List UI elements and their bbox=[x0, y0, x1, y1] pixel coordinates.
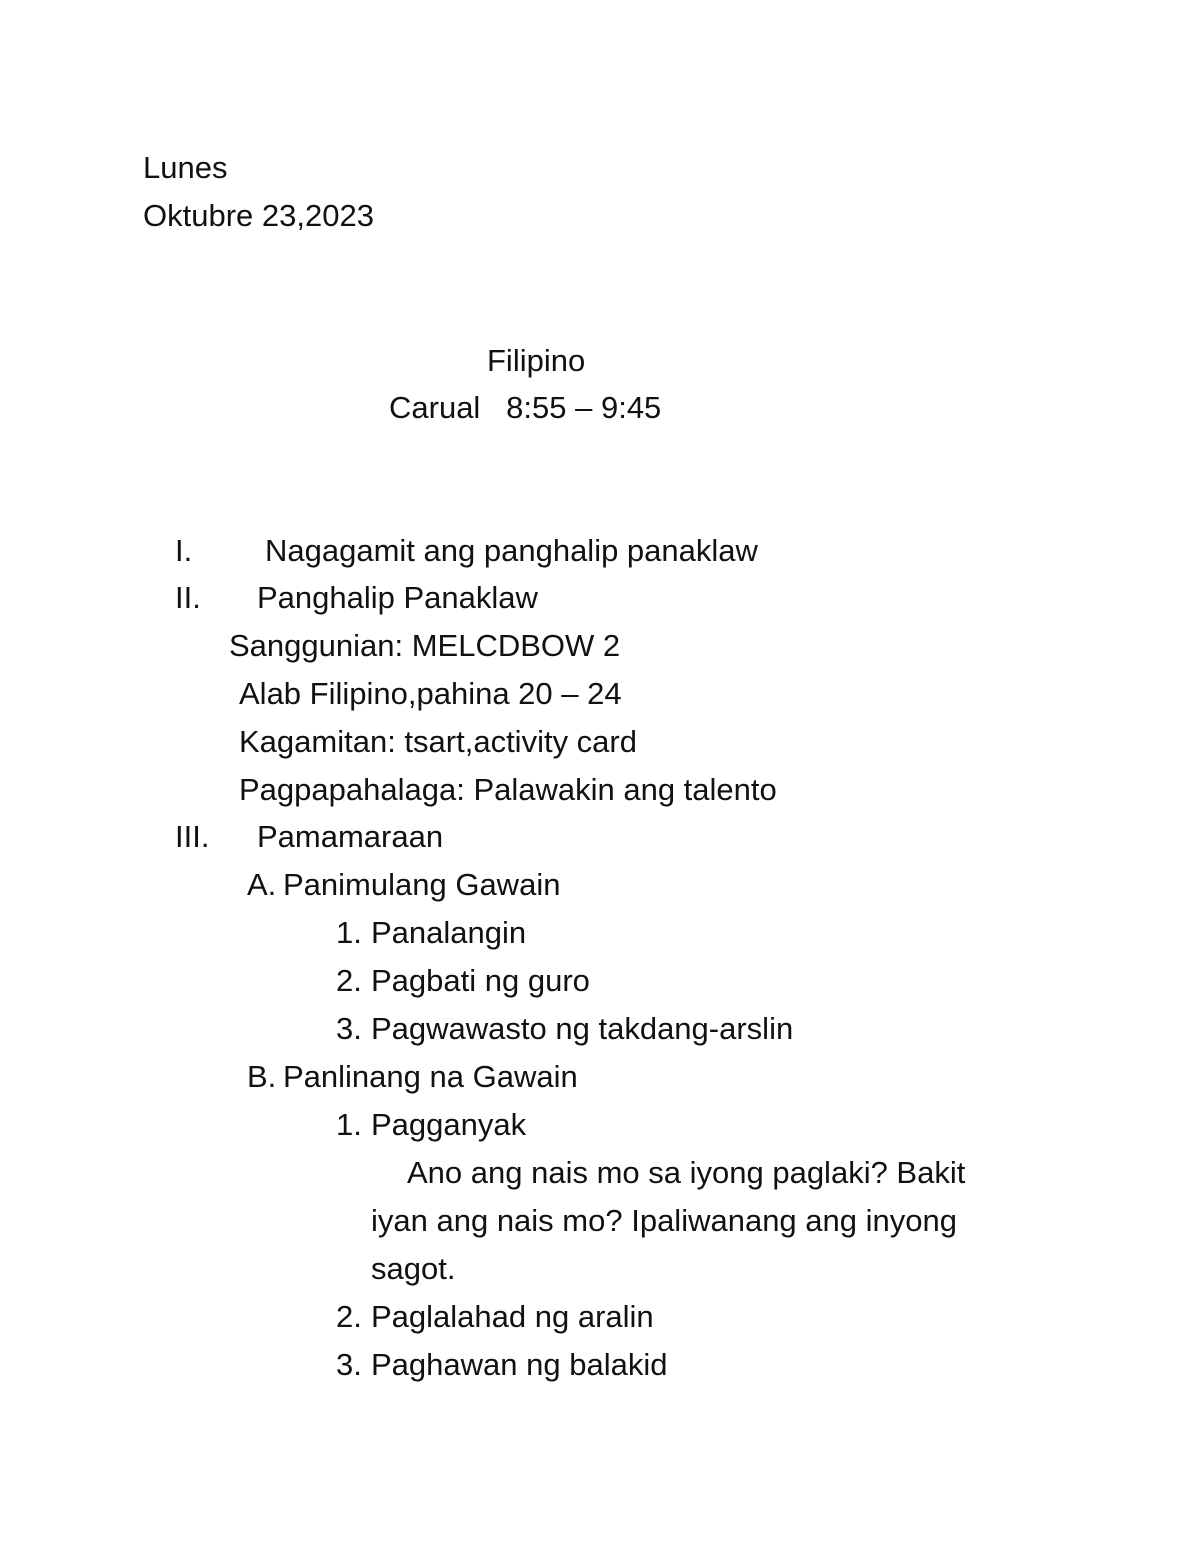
section-2-numeral: II. bbox=[175, 580, 201, 615]
part-a-item-3-text: Pagwawasto ng takdang-arslin bbox=[371, 1011, 794, 1046]
teacher-time: Carual 8:55 – 9:45 bbox=[389, 390, 662, 425]
part-a-item-1-num: 1. bbox=[336, 915, 362, 950]
alab-line: Alab Filipino,pahina 20 – 24 bbox=[239, 676, 622, 711]
part-b-item-1-num: 1. bbox=[336, 1107, 362, 1142]
part-a-item-3-num: 3. bbox=[336, 1011, 362, 1046]
section-1-text: Nagagamit ang panghalip panaklaw bbox=[265, 533, 758, 568]
kagamitan-line: Kagamitan: tsart,activity card bbox=[239, 724, 637, 759]
part-b-item-1-text: Pagganyak bbox=[371, 1107, 527, 1142]
date-label: Oktubre 23,2023 bbox=[143, 198, 374, 233]
part-b-item-3-text: Paghawan ng balakid bbox=[371, 1347, 668, 1382]
part-a-item-2-num: 2. bbox=[336, 963, 362, 998]
part-b-item-3-num: 3. bbox=[336, 1347, 362, 1382]
section-2-text: Panghalip Panaklaw bbox=[257, 580, 538, 615]
part-a-title: Panimulang Gawain bbox=[283, 867, 561, 902]
section-3-text: Pamamaraan bbox=[257, 819, 444, 854]
part-b-title: Panlinang na Gawain bbox=[283, 1059, 578, 1094]
subject-title: Filipino bbox=[487, 343, 586, 378]
section-3-numeral: III. bbox=[175, 819, 210, 854]
part-b-letter: B. bbox=[247, 1059, 277, 1094]
day-label: Lunes bbox=[143, 150, 228, 185]
part-a-item-1-text: Panalangin bbox=[371, 915, 527, 950]
part-a-item-2-text: Pagbati ng guro bbox=[371, 963, 590, 998]
pagganyak-line-2: iyan ang nais mo? Ipaliwanang ang inyong bbox=[371, 1203, 957, 1238]
part-a-letter: A. bbox=[247, 867, 277, 902]
pagganyak-line-1: Ano ang nais mo sa iyong paglaki? Bakit bbox=[407, 1155, 966, 1190]
part-b-item-2-num: 2. bbox=[336, 1299, 362, 1334]
pagpapahalaga-line: Pagpapahalaga: Palawakin ang talento bbox=[239, 772, 777, 807]
sanggunian-line: Sanggunian: MELCDBOW 2 bbox=[229, 628, 621, 663]
section-1-numeral: I. bbox=[175, 533, 193, 568]
part-b-item-2-text: Paglalahad ng aralin bbox=[371, 1299, 654, 1334]
pagganyak-line-3: sagot. bbox=[371, 1251, 456, 1286]
